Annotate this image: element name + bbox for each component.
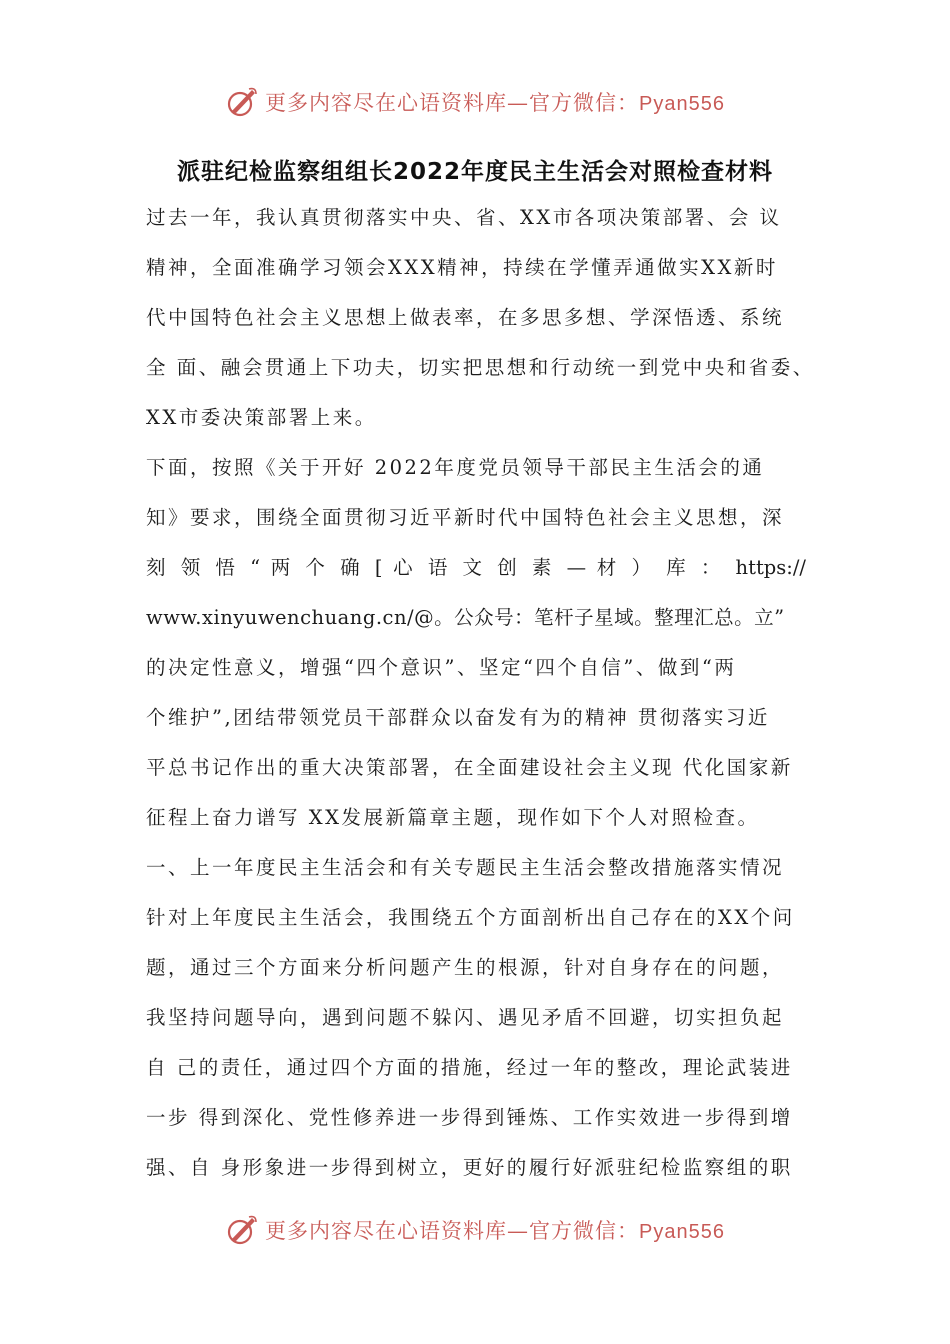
text-line: 平总书记作出的重大决策部署，在全面建设社会主义现 代化国家新 bbox=[146, 756, 793, 779]
text-line: 针对上年度民主生活会，我围绕五个方面剖析出自己存在的XX个问 bbox=[146, 906, 795, 929]
text-line: 自 己的责任，通过四个方面的措施，经过一年的整改，理论武装进 bbox=[146, 1056, 793, 1079]
text-line: 强、自 身形象进一步得到树立，更好的履行好派驻纪检监察组的职 bbox=[146, 1156, 793, 1179]
banner-label: 更多内容尽在心语资料库—官方微信：Pyan556 bbox=[265, 1219, 725, 1243]
text-line: 个维护”,团结带领党员干部群众以奋发有为的精神 贯彻落实习近 bbox=[146, 706, 770, 729]
text-line: 全 面、融会贯通上下功夫，切实把思想和行动统一到党中央和省委、 bbox=[146, 356, 815, 379]
text-line: 精神，全面准确学习领会XXX精神，持续在学懂弄通做实XX新时 bbox=[146, 256, 778, 279]
text-line: 题，通过三个方面来分析问题产生的根源，针对自身存在的问题， bbox=[146, 956, 785, 979]
header-banner bbox=[0, 82, 950, 122]
text-line: 一步 得到深化、党性修养进一步得到锤炼、工作实效进一步得到增 bbox=[146, 1106, 793, 1129]
text-line: 刻 领 悟 “ 两 个 确 [ 心 语 文 创 素 — 材 ） 库 ： https:// bbox=[146, 556, 806, 579]
text-line: 过去一年，我认真贯彻落实中央、省、XX市各项决策部署、会 议 bbox=[146, 206, 782, 229]
text-line: www.xinyuwenchuang.cn/@。公众号：笔杆子星域。整理汇总。立” bbox=[146, 606, 785, 629]
wechat-id: Pyan556 bbox=[639, 93, 725, 115]
text-line: 征程上奋力谱写 XX发展新篇章主题，现作如下个人对照检查。 bbox=[146, 806, 760, 829]
document-body bbox=[146, 199, 815, 1199]
text-line: 的决定性意义，增强“四个意识”、坚定“四个自信”、做到“两 bbox=[146, 656, 737, 679]
footer-banner bbox=[0, 1210, 950, 1250]
text-line: 下面，按照《关于开好 2022年度党员领导干部民主生活会的通 bbox=[146, 456, 765, 479]
text-line: 知》要求，围绕全面贯彻习近平新时代中国特色社会主义思想，深 bbox=[146, 506, 785, 529]
quill-logo-icon bbox=[225, 1213, 259, 1247]
quill-logo-icon bbox=[225, 85, 259, 119]
wechat-id: Pyan556 bbox=[639, 1221, 725, 1243]
banner-label: 更多内容尽在心语资料库—官方微信：Pyan556 bbox=[265, 91, 725, 115]
document-title: 派驻纪检监察组组长2022年度民主生活会对照检查材料 bbox=[176, 159, 773, 185]
text-line: 我坚持问题导向，遇到问题不躲闪、遇见矛盾不回避，切实担负起 bbox=[146, 1006, 785, 1029]
text-line: 代中国特色社会主义思想上做表率，在多思多想、学深悟透、系统 bbox=[146, 306, 785, 329]
text-line: XX市委决策部署上来。 bbox=[146, 406, 377, 429]
section-heading: 一、上一年度民主生活会和有关专题民主生活会整改措施落实情况 bbox=[146, 856, 785, 879]
